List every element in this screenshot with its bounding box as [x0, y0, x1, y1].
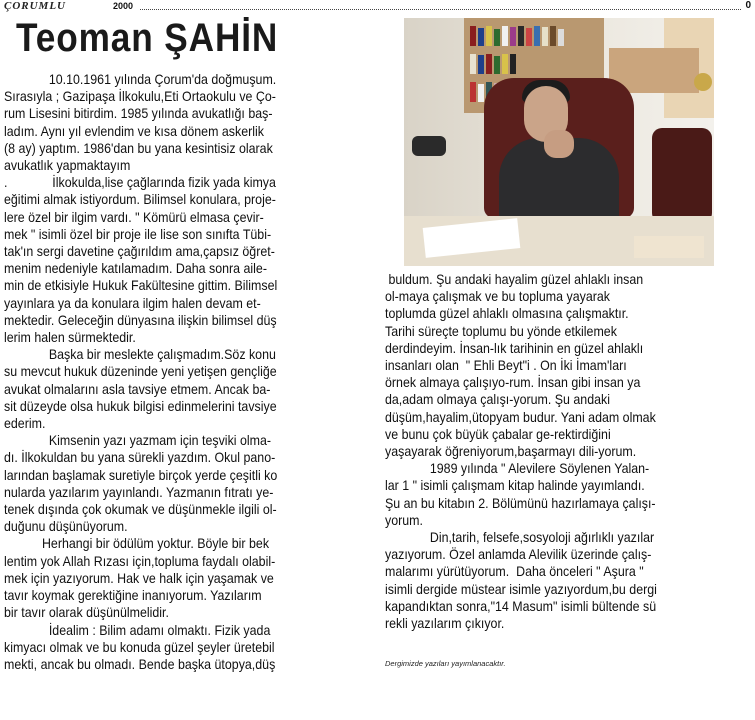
text-line: . İlkokulda,lise çağlarında fizik yada kimya [4, 175, 276, 191]
text-line: Sırasıyla ; Gazipaşa İlkokulu,Eti Ortaokulu ve Ço- [4, 89, 276, 105]
text-line: ol-maya çalışmak ve bu topluma yayarak [385, 289, 610, 305]
text-line: lentim yok Allah Rızası için,topluma faydalı olabil- [4, 553, 276, 569]
text-line: mek " isimli özel bir proje ile lise son sınıfta Tübi- [4, 226, 272, 242]
text-line: lar 1 " isimli çalışmam kitap halinde yayımlandı. [385, 478, 645, 494]
text-line: rekli yazılarım çıkıyor. [385, 616, 505, 632]
text-line: duğunu düşünüyorum. [4, 519, 128, 535]
text-line: tenek dışında çok okumak ve düşünmekle ilgili ol- [4, 502, 277, 518]
article-left-column [4, 71, 369, 673]
text-line: avukat olmalarını asla tavsiye etmem. Ancak ba- [4, 381, 271, 397]
text-line: yazıyorum. Özel anlamda Alevilik üzerinde çalış- [385, 547, 652, 563]
text-line: derdindeyim. İnsan-lık tarihinin en güzel ahlaklı [385, 340, 644, 356]
text-line: kimyacı olmak ve bu konuda güzel şeyler üretebil [4, 639, 275, 655]
text-line: min de etkisiyle Hukuk Fakültesine gittim. Bilimsel [4, 278, 278, 294]
text-line: Tarihi süreçte toplumu bu yönde etkilemek [385, 323, 617, 339]
text-line: İdealim : Bilim adamı olmaktı. Fizik yada [4, 622, 271, 638]
text-line: menim nedeniyle katılamadım. Daha sonra aile- [4, 261, 267, 277]
text-line: tavır koymak gerektiğine inanıyorum. Yazılarım [4, 588, 262, 604]
text-line: ve bunu çok büyük çabalar ge-rektirdiğini [385, 426, 611, 442]
text-line: da,adam olmaya çalışı-yorum. Şu andaki [385, 392, 610, 408]
text-line: yorum. [385, 512, 423, 528]
text-line: sit düzeyde olsa hukuk bilgisi edinmelerini tavsiye [4, 398, 277, 414]
text-line: mekti, ancak bu olmadı. Bende başka ütopya,düş [4, 656, 276, 672]
text-line: 1989 yılında " Alevilere Söylenen Yalan- [385, 461, 650, 477]
article-right-column [385, 271, 745, 632]
text-line: tak'ın sergi davetine çağırıldım ama,çapsız öğret- [4, 244, 275, 260]
text-line: avukatlık yapmaktayım [4, 158, 131, 174]
text-line: Başka bir meslekte çalışmadım.Söz konu [4, 347, 276, 363]
header-year: 2000 [113, 1, 134, 11]
portrait-photo [404, 18, 714, 266]
text-line: bir tavır olarak düşünülmelidir. [4, 605, 169, 621]
text-line: Şu an bu kitabın 2. Bölümünü hazırlamaya çalışı- [385, 495, 656, 511]
text-line: eğitimi almak istiyordum. Bilimsel konulara, proje- [4, 192, 276, 208]
text-line: örnek almaya çalışıyo-rum. İnsan gibi insan ya [385, 375, 641, 391]
text-line: nularda yazılarım yayınlandı. Yazmanın fıtratı ye- [4, 484, 274, 500]
editor-note: Dergimizde yazıları yayımlanacaktır. [385, 659, 506, 668]
text-line: düşüm,hayalim,ütopyam budur. Yani adam olmak [385, 409, 656, 425]
text-line: ederim. [4, 416, 46, 432]
text-line: mektedir. Geleceğin dünyasına ilişkin bilimsel düş [4, 312, 277, 328]
text-line: (8 ay) yaptım. 1986'dan bu yana kesintisiz olarak [4, 140, 273, 156]
text-line: rum Lisesini bitirdim. 1985 yılında avukatlığı baş- [4, 106, 273, 122]
header-divider [140, 9, 741, 10]
text-line: lerim halen sürmektedir. [4, 330, 136, 346]
text-line: isimli dergide müstear isimle yazıyordum,bu dergi [385, 581, 657, 597]
text-line: 10.10.1961 yılında Çorum'da doğmuşum. [4, 72, 277, 87]
text-line: Din,tarih, felsefe,sosyoloji ağırlıklı yazılar [385, 530, 655, 546]
text-line: yayınlara ya da konulara ilgim halen devam et- [4, 295, 261, 311]
page-number: 0 [745, 0, 751, 11]
text-line: larından başlamak suretiyle birçok yerde çeşitli ko [4, 467, 278, 483]
text-line: mek için yazıyorum. Hak ve halk için yaşamak ve [4, 570, 274, 586]
page-title: Teoman ŞAHİN [16, 16, 279, 60]
text-line: su mevcut hukuk düzeninde yeni yetişen gençliğe [4, 364, 277, 380]
text-line: dı. İlkokuldan bu yana sürekli yazdım. Okul pano- [4, 450, 276, 466]
text-line: lere özel bir ilgim vardı. " Kömürü elmasa çevir- [4, 209, 264, 225]
text-line: Kimsenin yazı yazmam için teşviki olma- [4, 433, 272, 449]
text-line: ladım. Aynı yıl evlendim ve kısa dönem askerlik [4, 123, 264, 139]
text-line: Herhangi bir ödülüm yoktur. Böyle bir bek [4, 536, 270, 552]
text-line: toplumda güzel ahlaklı olmasına çalışmaktır. [385, 306, 629, 322]
text-line: malarımı yürütüyorum. Daha önceleri " Aşura " [385, 564, 644, 580]
header-brand: ÇORUMLU [4, 0, 67, 12]
text-line: insanları olan " Ehli Beyt"i . On İki İmam'ları [385, 358, 627, 374]
text-line: buldum. Şu andaki hayalim güzel ahlaklı insan [385, 272, 644, 287]
text-line: kapandıktan sonra,"14 Masum" isimli bültende sü [385, 598, 657, 614]
text-line: yaşayarak öğreniyorum,başarmayı dili-yorum. [385, 444, 637, 460]
